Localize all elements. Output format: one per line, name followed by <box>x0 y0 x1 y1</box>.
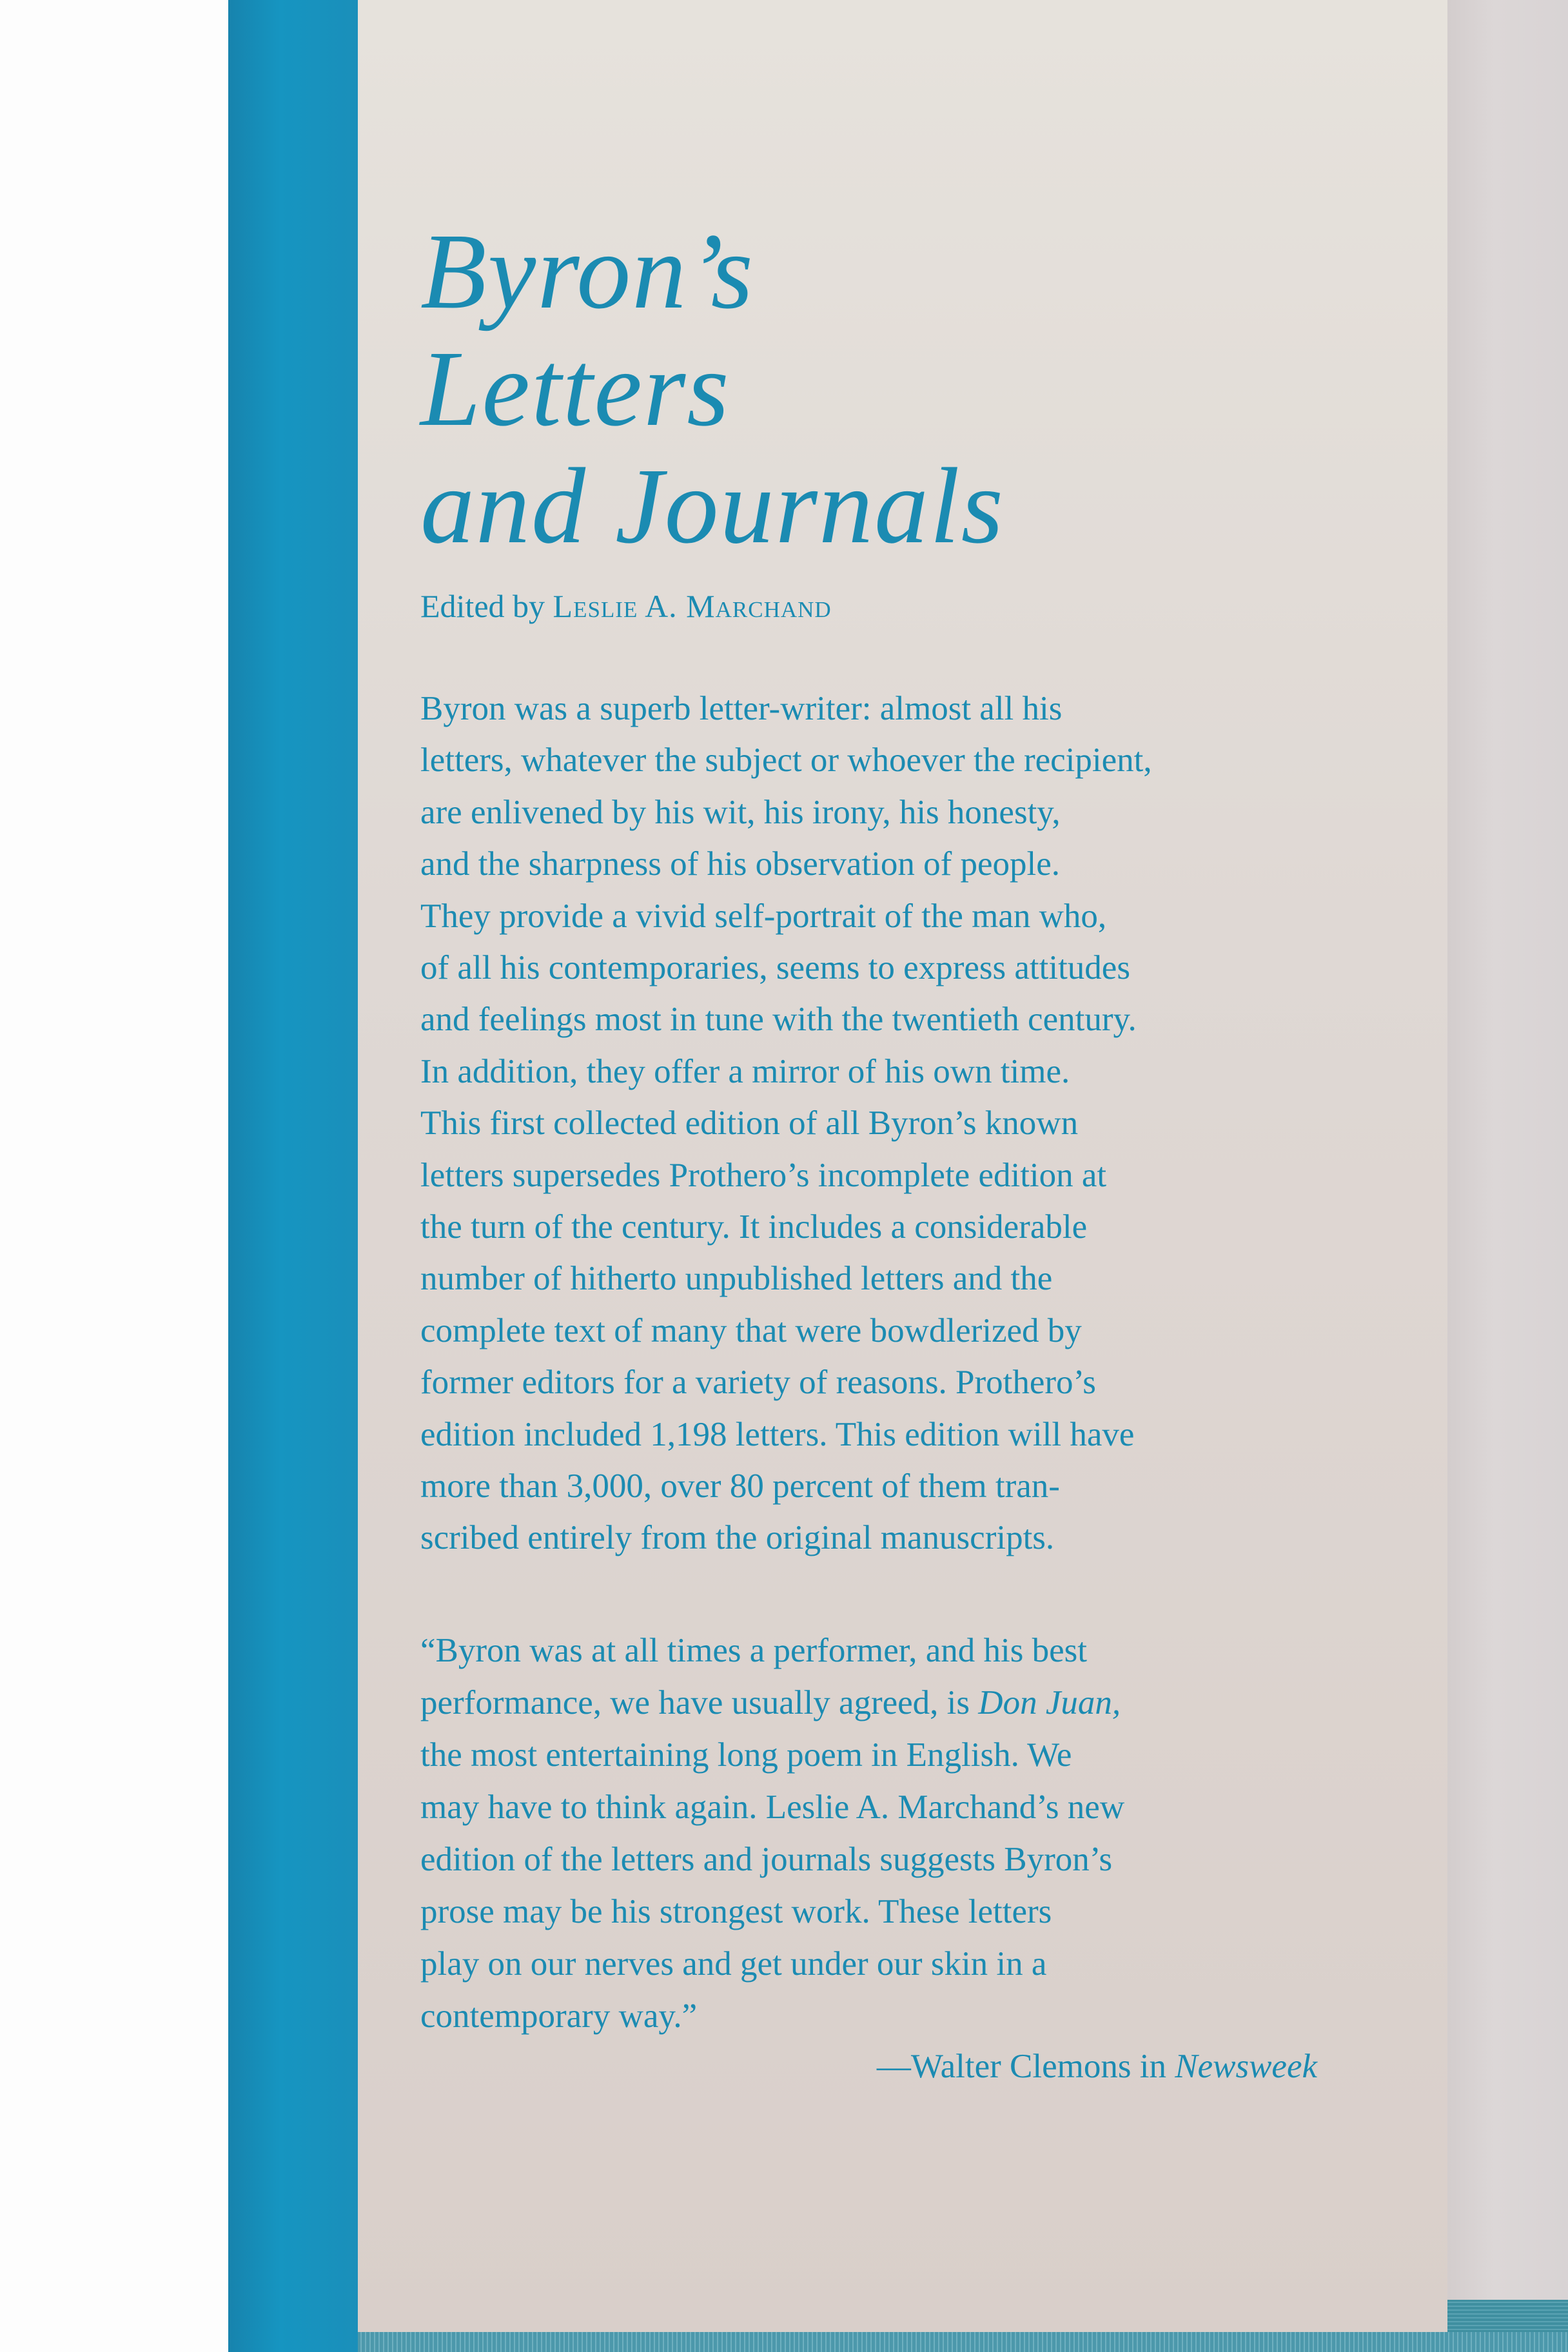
editor-credit <box>420 583 832 629</box>
book-title-line: and Journals <box>420 446 1004 566</box>
description-line: of all his contemporaries, seems to express attitudes <box>420 949 1130 986</box>
quote-text: performance, we have usually agreed, is <box>420 1684 979 1721</box>
adjacent-page <box>1444 0 1568 2352</box>
quote-line <box>420 1729 1072 1781</box>
description-line: In addition, they offer a mirror of his own time. <box>420 1052 1070 1090</box>
quote-line <box>420 1677 1121 1729</box>
quote-line <box>420 1625 1087 1676</box>
quote-text: prose may be his strongest work. These letters <box>420 1893 1052 1930</box>
description-line: number of hitherto unpublished letters and the <box>420 1260 1053 1298</box>
book-title-line: Byron’s <box>420 211 754 331</box>
book-title-line: Letters <box>420 329 730 449</box>
quote-attribution <box>877 2041 1317 2092</box>
attribution-author: —Walter Clemons in <box>876 2048 1175 2085</box>
quote-line <box>420 1781 1124 1833</box>
quote-text: the most entertaining long poem in English. We <box>420 1736 1072 1774</box>
description-line: letters, whatever the subject or whoever the recipient, <box>420 741 1152 779</box>
description-line: They provide a vivid self-portrait of the man who, <box>420 897 1107 935</box>
quote-text: play on our nerves and get under our skin in a <box>420 1945 1047 1983</box>
quote-text: contemporary way.” <box>420 1997 698 2035</box>
description-line: are enlivened by his wit, his irony, his honesty, <box>420 793 1061 831</box>
description-line: This first collected edition of all Byron’s known <box>420 1104 1079 1142</box>
description-line: and the sharpness of his observation of people. <box>420 845 1061 883</box>
description-line: more than 3,000, over 80 percent of them tran- <box>420 1467 1060 1505</box>
quote-italic-title: Don Juan, <box>978 1684 1121 1721</box>
quote-line <box>420 1886 1052 1937</box>
quote-text: “Byron was at all times a performer, and his best <box>420 1632 1088 1669</box>
description-line: edition included 1,198 letters. This edition will have <box>420 1415 1135 1453</box>
editor-name: Leslie A. Marchand <box>553 588 832 624</box>
description-line: scribed entirely from the original manuscripts. <box>420 1519 1055 1557</box>
description-line: and feelings most in tune with the twentieth century. <box>420 1001 1137 1039</box>
quote-line <box>420 1834 1112 1885</box>
description-line: Byron was a superb letter-writer: almost all his <box>420 690 1063 727</box>
description-line: letters supersedes Prothero’s incomplete edition at <box>420 1156 1107 1194</box>
quote-text: may have to think again. Leslie A. Marchand’s new <box>420 1788 1125 1826</box>
quote-line <box>420 1938 1046 1990</box>
editor-prefix: Edited by <box>420 588 553 624</box>
quote-text: edition of the letters and journals suggests Byron’s <box>420 1841 1113 1878</box>
description-line: the turn of the century. It includes a considerable <box>420 1208 1088 1246</box>
quote-line <box>420 1990 697 2042</box>
description-line: complete text of many that were bowdlerized by <box>420 1311 1082 1349</box>
cloth-binding-edge <box>357 2332 1568 2352</box>
attribution-source: Newsweek <box>1175 2048 1317 2085</box>
description-line: former editors for a variety of reasons. Prothero’s <box>420 1364 1096 1402</box>
blue-spine-strip <box>228 0 358 2352</box>
